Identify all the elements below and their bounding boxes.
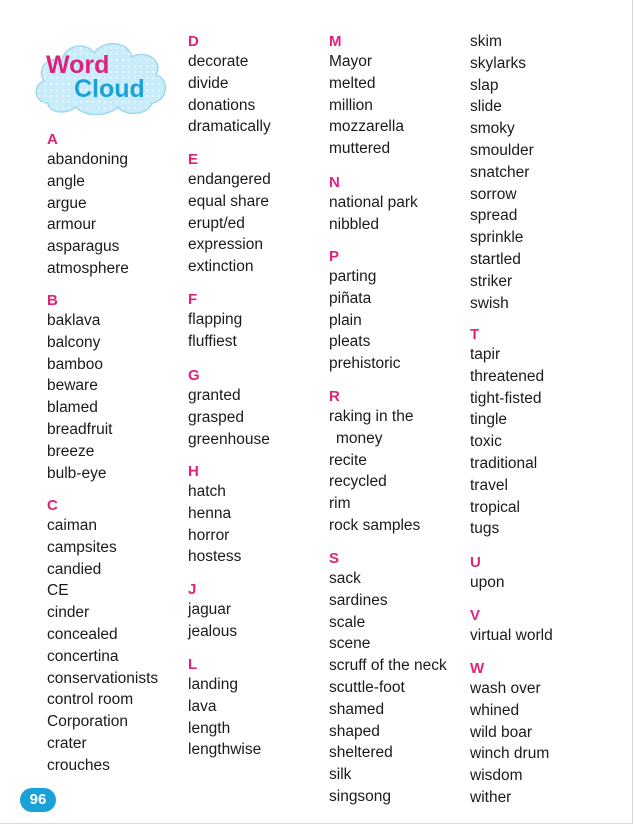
list-item: breeze (47, 442, 95, 460)
list-item: money (336, 429, 383, 447)
list-item: control room (47, 691, 134, 709)
list-item: sprinkle (470, 229, 524, 247)
list-item: angle (47, 172, 85, 190)
list-item: snatcher (470, 163, 530, 181)
list-item: nibbled (329, 215, 379, 233)
section-m (329, 33, 404, 160)
list-item: threatened (470, 367, 545, 385)
list-item: bamboo (47, 355, 104, 373)
list-item: tapir (470, 346, 501, 363)
section-j (188, 581, 237, 643)
list-item: scale (329, 613, 366, 631)
list-item: whined (470, 701, 520, 719)
list-item: abandoning (47, 151, 129, 168)
list-item: conservationists (47, 669, 159, 687)
list-item: Mayor (329, 53, 373, 70)
section-letter-u: U (470, 554, 481, 571)
list-item: parting (329, 268, 377, 285)
list-item: sorrow (470, 185, 517, 203)
list-item: wisdom (470, 767, 523, 785)
section-letter-d: D (188, 33, 199, 50)
section-w (470, 660, 549, 809)
list-item: erupt/ed (188, 214, 245, 232)
list-item: shaped (329, 722, 380, 740)
section-g (188, 367, 270, 450)
list-item: national park (329, 194, 418, 211)
list-item: plain (329, 311, 362, 329)
list-item: melted (329, 74, 376, 92)
section-letter-m: M (329, 33, 342, 50)
list-item: flapping (188, 311, 243, 328)
list-item: piñata (329, 289, 372, 307)
list-item: silk (329, 766, 352, 784)
list-item: hatch (188, 483, 226, 500)
list-item: skylarks (470, 54, 526, 72)
section-letter-f: F (188, 291, 198, 308)
list-item: dramatically (188, 118, 271, 136)
list-item: prehistoric (329, 355, 401, 373)
list-item: sheltered (329, 744, 393, 762)
list-item: smoky (470, 120, 515, 138)
list-item: concealed (47, 625, 118, 643)
list-item: hostess (188, 548, 242, 566)
list-item: baklava (47, 312, 101, 329)
list-item: candied (47, 560, 102, 578)
list-item: muttered (329, 140, 391, 158)
list-item: breadfruit (47, 420, 113, 438)
list-item: concertina (47, 647, 119, 665)
list-item: sack (329, 570, 361, 587)
section-c (47, 497, 158, 777)
list-item: slap (470, 76, 499, 94)
list-item: decorate (188, 53, 249, 70)
list-item: toxic (470, 433, 502, 451)
list-item: tropical (470, 498, 520, 516)
list-item: landing (188, 676, 238, 693)
word-cloud-title (30, 33, 170, 119)
list-item: caiman (47, 517, 97, 534)
title-word: Word (46, 51, 110, 79)
list-item: singsong (329, 787, 392, 805)
list-item: blamed (47, 399, 98, 417)
section-letter-j: J (188, 581, 197, 598)
list-item: henna (188, 504, 232, 522)
list-item: scene (329, 635, 371, 653)
list-item: grasped (188, 408, 245, 426)
list-item: scruff of the neck (329, 657, 447, 675)
list-item: length (188, 719, 231, 737)
list-item: slide (470, 98, 502, 116)
list-item: tight-fisted (470, 389, 542, 407)
list-item: startled (470, 250, 521, 268)
list-item: skim (470, 33, 502, 50)
section-letter-a: A (47, 131, 58, 148)
section-letter-s: S (329, 550, 340, 567)
list-item: tugs (470, 520, 500, 538)
list-item: travel (470, 476, 508, 494)
list-item: horror (188, 526, 230, 544)
list-item: campsites (47, 538, 117, 556)
section-a (47, 131, 129, 280)
list-item: CE (47, 582, 69, 600)
list-item: recycled (329, 473, 387, 491)
list-item: virtual world (470, 627, 553, 644)
section-r (329, 388, 420, 537)
section-letter-l: L (188, 656, 198, 673)
list-item: million (329, 96, 373, 114)
section-letter-g: G (188, 367, 200, 384)
list-item: traditional (470, 454, 538, 472)
list-item: extinction (188, 258, 254, 276)
list-item: equal share (188, 192, 270, 210)
section-letter-h: H (188, 463, 199, 480)
section-t (470, 326, 544, 540)
list-item: sardines (329, 591, 388, 609)
title-cloud: Cloud (74, 75, 145, 103)
section-letter-t: T (470, 326, 480, 343)
list-item: striker (470, 272, 513, 290)
section-n (329, 174, 418, 236)
list-item: wash over (470, 680, 541, 697)
section-letter-w: W (470, 660, 485, 677)
list-item: expression (188, 236, 263, 254)
list-item: jaguar (188, 601, 232, 618)
section-b (47, 292, 112, 484)
section-s (329, 550, 447, 808)
list-item: tingle (470, 411, 508, 429)
section-letter-e: E (188, 151, 199, 168)
list-item: jealous (188, 622, 238, 640)
section-letter-v: V (470, 607, 481, 624)
list-item: asparagus (47, 238, 120, 256)
section-u (470, 554, 504, 594)
list-item: mozzarella (329, 118, 404, 136)
list-item: rock samples (329, 516, 421, 534)
list-item: balcony (47, 333, 101, 351)
list-item: upon (470, 574, 505, 591)
list-item: fluffiest (188, 332, 237, 350)
list-item: wild boar (470, 723, 533, 741)
list-item: atmosphere (47, 259, 129, 277)
list-item: lengthwise (188, 741, 262, 759)
list-item: wither (470, 788, 512, 806)
section-l (188, 656, 261, 761)
list-item: recite (329, 451, 367, 469)
list-item: lava (188, 697, 217, 715)
list-item: smoulder (470, 141, 534, 159)
section-letter-n: N (329, 174, 340, 191)
list-item: cinder (47, 604, 90, 622)
list-item: Corporation (47, 713, 128, 731)
list-item: shamed (329, 700, 385, 718)
list-item: bulb-eye (47, 464, 107, 482)
list-item: donations (188, 96, 256, 114)
list-item: pleats (329, 333, 371, 351)
section-p (329, 248, 401, 375)
list-item: raking in the (329, 408, 414, 425)
list-item: scuttle-foot (329, 678, 405, 696)
list-item: crouches (47, 756, 110, 774)
section-d (188, 33, 271, 138)
section-letter-r: R (329, 388, 340, 405)
section-letter-p: P (329, 248, 340, 265)
list-item: armour (47, 216, 97, 234)
list-item: granted (188, 387, 241, 404)
list-item: greenhouse (188, 430, 270, 448)
section-v (470, 607, 553, 647)
section-letter-c: C (47, 497, 58, 514)
section-f (188, 291, 242, 353)
list-item: argue (47, 194, 87, 212)
section-e (188, 151, 271, 278)
section-letter-b: B (47, 292, 58, 309)
list-item: crater (47, 734, 87, 752)
section-h (188, 463, 241, 568)
list-item: endangered (188, 171, 271, 188)
list-item: rim (329, 495, 351, 513)
page-number: 96 (20, 788, 56, 812)
section-s-continued (470, 31, 534, 314)
list-item: spread (470, 207, 518, 225)
list-item: swish (470, 294, 509, 312)
list-item: beware (47, 377, 98, 395)
list-item: divide (188, 74, 229, 92)
list-item: winch drum (470, 745, 550, 763)
